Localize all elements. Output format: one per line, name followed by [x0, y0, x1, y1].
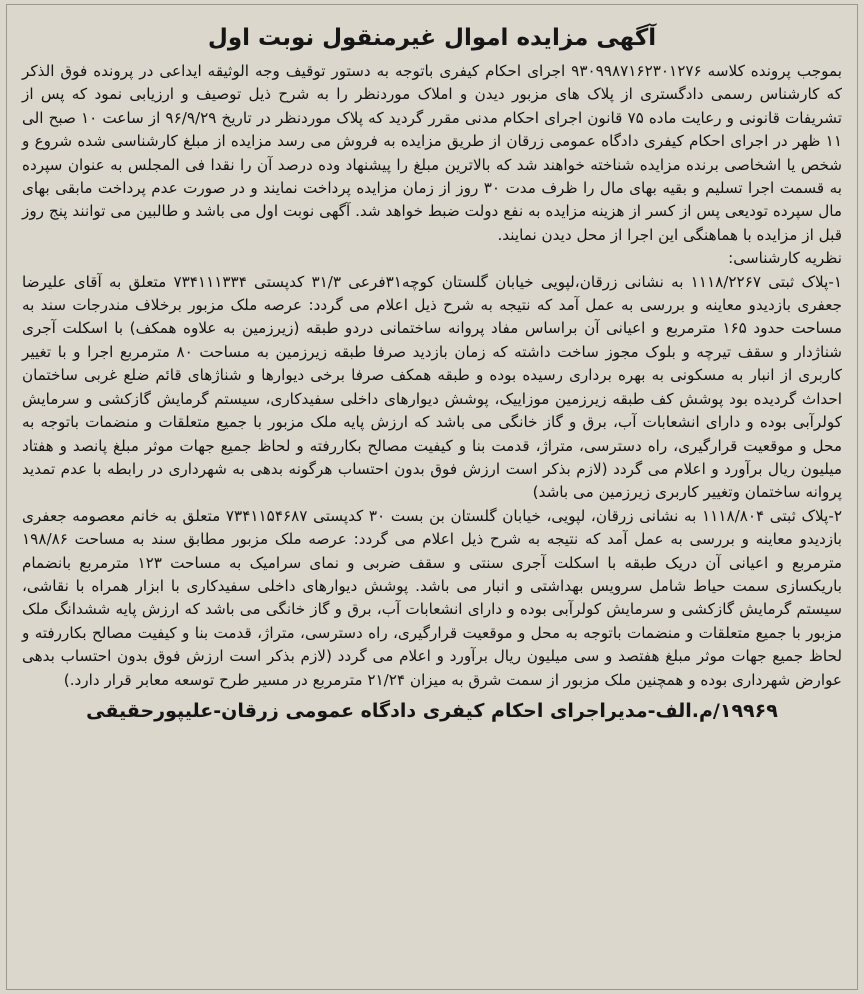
expert-opinion-heading: نظریه کارشناسی: — [728, 249, 842, 268]
notice-footer-signature: ۱۹۹۶۹/م.الف-مدیراجرای احکام کیفری دادگاه عمومی زرقان-علیپورحقیقی — [86, 699, 778, 722]
notice-border — [6, 4, 858, 990]
notice-title: آگهی مزایده اموال غیرمنقول نوبت اول — [207, 25, 657, 51]
property-item-1: ۱-پلاک ثبتی ۱۱۱۸/۲۲۶۷ به نشانی زرقان،لپویی خیابان گلستان کوچه۳۱فرعی ۳۱/۳ کدپستی ۷۳۴۱۱۱۳۳۴ متعلق به آقای علیرضا جعفری بازدیدو معاینه و بررسی به عمل آمد که نتیجه به شرح ذیل اعلام می گردد: عرصه ملک مزبور برخلاف مندرجات سند به مساحت حدود ۱۶۵ مترمربع و اعیانی آن براساس مفاد پروانه ساختمانی دردو طبقه (زیرزمین به علاوه همکف) با اسکلت آجری شناژدار و سقف تیرچه و بلوک مجوز ساخت داشته که زمان بازدید صرفا طبقه زیرزمین به مساحت ۸۰ مترمربع اجرا و با تغییر کاربری از انبار به مسکونی به بهره برداری رسیده بوده و طبقه همکف صرفا برخی دیوارها و شناژهای قائم ضلع غربی ساختمان احداث گردیده بود پوشش کف طبقه زیرزمین موزاییک، پوشش دیوارهای داخلی سفیدکاری، سیستم گرمایش گازکشی و سرمایش کولرآبی بوده و دارای انشعابات آب، برق و گاز خانگی می باشد که ارزش پایه ملک مزبور با جمیع متعلقات و منضمات باتوجه به محل و موقعیت قرارگیری، راه دسترسی، متراژ، قدمت بنا و کیفیت مصالح بکاررفته و لحاظ جمیع جهات موثر مبلغ پانصد و هفتاد میلیون ریال برآورد و اعلام می گردد (لازم بذکر است ارزش فوق بدون احتساب هرگونه بدهی به شهرداری در رابطه با عدم تمدید پروانه ساختمان وتغییر کاربری زیرزمین می باشد) — [22, 272, 842, 502]
property-item-2: ۲-پلاک ثبتی ۱۱۱۸/۸۰۴ به نشانی زرقان، لپویی، خیابان گلستان بن بست ۳۰ کدپستی ۷۳۴۱۱۵۴۶۸۷ متعلق به خانم معصومه جعفری بازدیدو معاینه و بررسی به عمل آمد که نتیجه به شرح ذیل اعلام می گردد: عرصه ملک مزبور مطابق سند به مساحت ۱۹۸/۸۶ مترمربع و اعیانی آن دریک طبقه با اسکلت آجری سنتی و سقف ضربی و نمای سرامیک به مساحت ۱۲۳ مترمربع بانضمام باریکسازی سمت حیاط شامل سرویس بهداشتی و انبار می باشد. پوشش دیوارهای داخلی سفیدکاری با ابزار همراه با نقاشی، سیستم گرمایش گازکشی و سرمایش کولرآبی بوده و دارای انشعابات آب، برق و گاز خانگی می باشد که ارزش پایه ششدانگ ملک مزبور با جمیع متعلقات و منضمات باتوجه به محل و موقعیت قرارگیری، راه دسترسی، متراژ، قدمت بنا و کیفیت مصالح بکاررفته و لحاظ جمیع جهات موثر مبلغ هفتصد و سی میلیون ریال برآورد و اعلام می گردد (لازم بذکر است ارزش فوق بدون احتساب بدهی عوارض شهرداری بوده و همچنین ملک مزبور از سمت شرق به میزان ۲۱/۲۴ مترمربع در مسیر طرح توسعه معابر قرار دارد.) — [22, 506, 842, 689]
notice-intro: بموجب پرونده کلاسه ۹۳۰۹۹۸۷۱۶۲۳۰۱۲۷۶ اجرای احکام کیفری باتوجه به دستور توقیف وجه الوثیقه ایداعی در پرونده فوق الذکر که کارشناس رسمی دادگستری از پلاک های مزبور دیدن و املاک موردنظر را به شرح ذیل توصیف و ارزیابی نمود که پس از تشریفات قانونی و رعایت ماده ۷۵ قانون اجرای احکام مدنی مقرر گردید که پلاک موردنظر در تاریخ ۹۶/۹/۲۹ از ساعت ۱۰ صبح الی ۱۱ ظهر در اجرای احکام کیفری دادگاه عمومی زرقان از طریق مزایده به فروش می رسد مزایده از مبلغ کارشناسی شده شروع و شخص یا اشخاصی برنده مزایده شناخته خواهند شد که بالاترین مبلغ را پیشنهاد وده درصد آن را نقدا فی المجلس به عنوان سپرده به قسمت اجرا تسلیم و بقیه بهای مال را ظرف مدت ۳۰ روز از زمان مزایده پرداخت نمایند و در صورت عدم پرداخت مابقی بهای مال سپرده تودیعی پس از کسر از هزینه مزایده به نفع دولت ضبط خواهد شد. آگهی نوبت اول می باشد و طالبین می توانند پنج روز قبل از مزایده با هماهنگی این اجرا از محل دیدن نمایند. — [22, 62, 842, 244]
